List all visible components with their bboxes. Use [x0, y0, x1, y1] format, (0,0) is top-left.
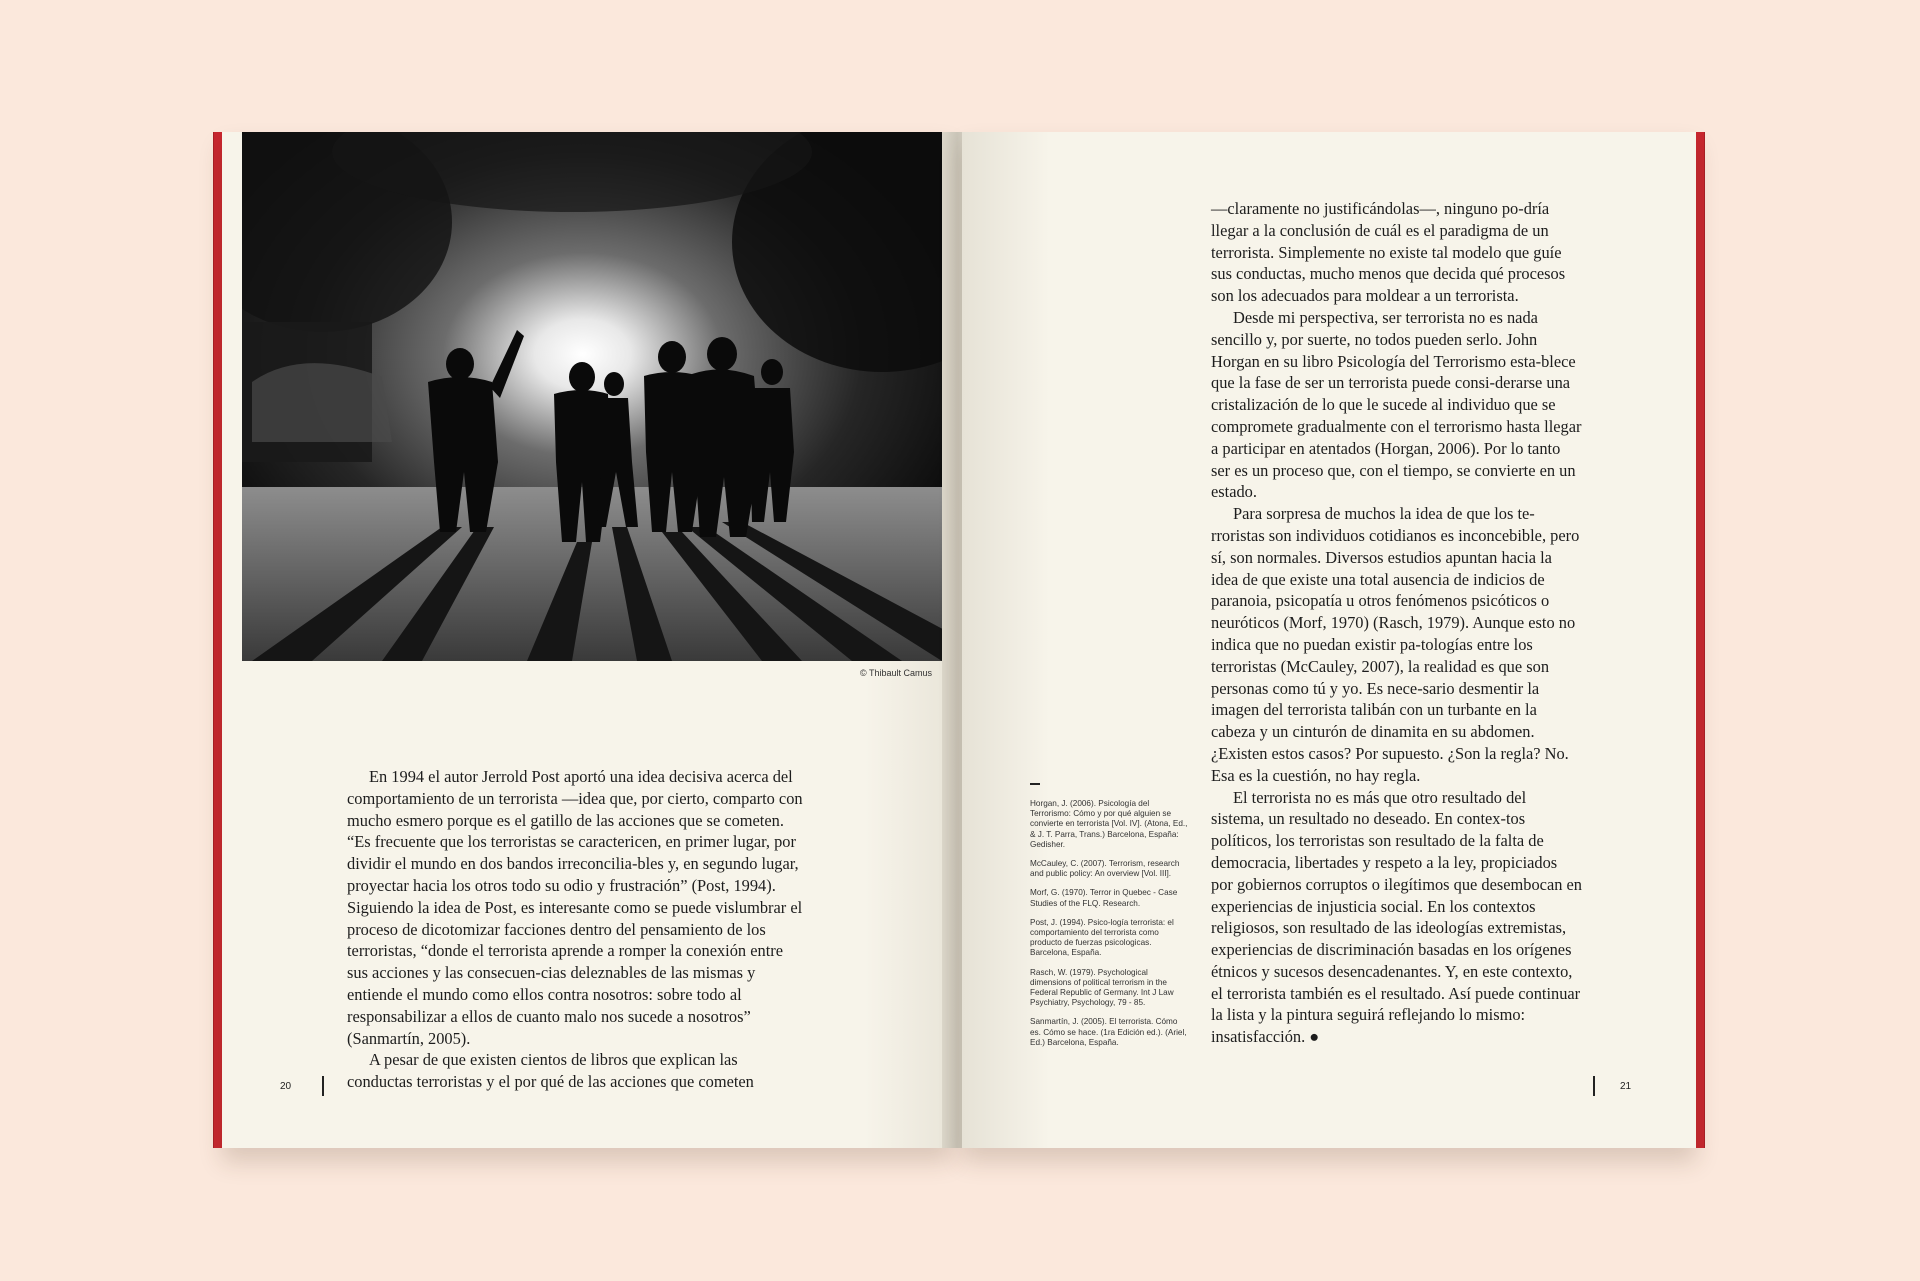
right-paragraph-1: —claramente no justificándolas—, ninguno po-dría llegar a la conclusión de cuál es el paradigma de un terrorista. Simplemente no existe tal modelo que guíe sus conductas, mucho menos que decida qué procesos son los adecuados para moldear a un terrorista. — [1211, 199, 1566, 306]
right-paragraph-2: Desde mi perspectiva, ser terrorista no es nada sencillo y, por suerte, no todos pueden serlo. John Horgan en su libro Psicología del Terrorismo esta-blece que la fase de ser un terrorista puede consi-derarse una cristalización de lo que le sucede al individuo que se compromete gradualmente con el terrorismo hasta llegar a participar en atentados (Horgan, 2006). Por lo tanto ser es un proceso que, con el tiempo, se convierte en un estado. — [1211, 307, 1582, 502]
footnote-ref: Rasch, W. (1979). Psychological dimensions of political terrorism in the Federal Republic of Germany. Int J Law Psychiatry, Psychology, 79 - 85. — [1030, 967, 1174, 1008]
footnote-dash — [1030, 783, 1040, 785]
right-body-text — [1211, 198, 1583, 1048]
left-body-text — [347, 766, 807, 1093]
right-paragraph-4: El terrorista no es más que otro resultado del sistema, un resultado no deseado. En contex-tos políticos, los terroristas son resultado de la falta de democracia, libertades y respeto a la ley, propiciados por gobiernos corruptos o ilegítimos que desembocan en experiencias de injusticia social. En los contextos religiosos, son resultado de las ideologías extremistas, experiencias de discriminación basadas en los orígenes étnicos y sucesos desencadenantes. Y, en este contexto, el terrorista también es el resultado. Así puede continuar la lista y la pintura seguirá reflejando lo mismo: insatisfacción. ● — [1211, 787, 1582, 1047]
page-number-left: 20 — [280, 1081, 292, 1092]
right-paragraph-3: Para sorpresa de muchos la idea de que los te-rroristas son individuos cotidianos es inconcebible, pero sí, son normales. Diversos estudios apuntan hacia la idea de que existe una total ausencia de indicios de paranoia, psicopatía u otros fenómenos psicóticos o neuróticos (Morf, 1970) (Rasch, 1979). Aunque esto no indica que no puedan existir pa-tologías entre los terroristas (McCauley, 2007), la realidad es que son personas como tú y yo. Es nece-sario desmentir la imagen del terrorista talibán con un turbante en la cabeza y un cinturón de dinamita en su abdomen. ¿Existen estos casos? Por supuesto. ¿Son la regla? No. Esa es la cuestión, no hay regla. — [1211, 504, 1580, 785]
footnote-ref: Post, J. (1994). Psico-logía terrorista: el comportamiento del terrorista como producto de fuerzas psicologicas. Barcelona, España. — [1030, 917, 1174, 958]
silhouette-photo-graphic — [242, 132, 967, 661]
left-paragraph-1: En 1994 el autor Jerrold Post aportó una idea decisiva acerca del comportamiento de un terrorista —idea que, por cierto, comparto con mucho esmero porque es el gatillo de las acciones que se cometen. “Es frecuente que los terroristas se caractericen, en primer lugar, por dividir el mundo en dos bandos irreconcilia-bles y, en segundo lugar, proyectar hacia los otros todo su odio y frustración” (Post, 1994). Siguiendo la idea de Post, es interesante como se puede vislumbrar el proceso de dicotomizar facciones dentro del pensamiento de los terroristas, “donde el terrorista aprende a romper la conexión entre sus acciones y las consecuen-cias deleznables de las mismas y entiende el mundo como ellos contra nosotros: sobre todo al responsabilizar a ellos de cuanto malo nos sucede a nosotros” (Sanmartín, 2005). — [347, 767, 803, 1048]
photo-silhouettes — [242, 132, 967, 661]
footnotes — [1030, 783, 1190, 1057]
folio-rule-right — [1593, 1076, 1595, 1096]
left-paragraph-2: A pesar de que existen cientos de libros que explican las conductas terroristas y el por qué de las acciones que cometen — [347, 1050, 754, 1092]
footnote-ref: Morf, G. (1970). Terror in Quebec - Case Studies of the FLQ. Research. — [1030, 888, 1178, 908]
footnote-ref: McCauley, C. (2007). Terrorism, research and public policy: An overview [Vol. III]. — [1030, 859, 1180, 879]
footnote-ref: Horgan, J. (2006). Psicología del Terrorismo: Cómo y por qué alguien se convierte en terrorista [Vol. IV]. (Atona, Ed., & J. T. Parra, Trans.) Barcelona, España: Gedisher. — [1030, 799, 1188, 849]
folio-rule-left — [322, 1076, 324, 1096]
left-page — [222, 132, 952, 1148]
page-number-right: 21 — [1620, 1081, 1632, 1092]
photo-credit: © Thibault Camus — [860, 668, 932, 678]
footnote-ref: Sanmartín, J. (2005). El terrorista. Cómo es. Cómo se hace. (1ra Edición ed.). (Ariel, Ed.) Barcelona, España. — [1030, 1017, 1187, 1047]
magazine-spread — [214, 132, 1704, 1148]
right-page — [962, 132, 1696, 1148]
